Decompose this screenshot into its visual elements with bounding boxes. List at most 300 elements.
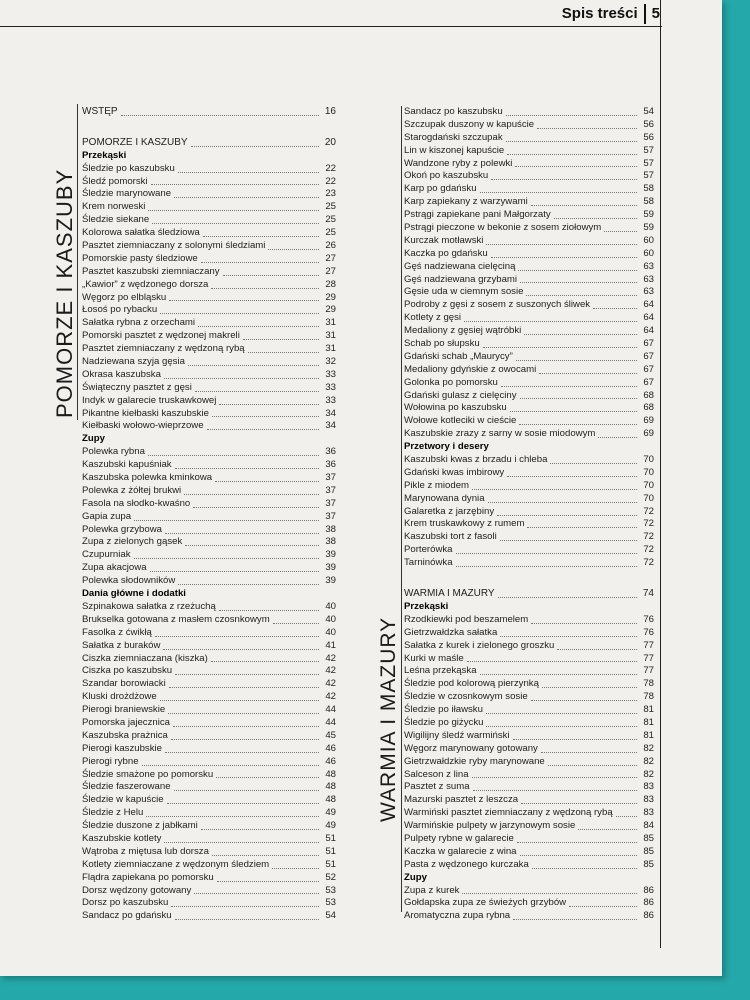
dot-leader xyxy=(520,282,637,283)
entry-title: WSTĘP xyxy=(82,105,118,117)
toc-subheading xyxy=(404,441,654,454)
entry-page-number: 58 xyxy=(643,183,654,195)
dot-leader xyxy=(134,558,319,559)
toc-entry xyxy=(82,356,336,369)
toc-entry xyxy=(404,222,654,235)
entry-title: Śledzie marynowane xyxy=(82,188,172,200)
entry-page-number: 25 xyxy=(325,227,336,239)
dot-leader xyxy=(542,687,637,688)
dot-leader xyxy=(134,520,319,521)
entry-title: Schab po słupsku xyxy=(404,338,480,350)
toc-subheading xyxy=(82,433,336,446)
dot-leader xyxy=(211,661,319,662)
dot-leader xyxy=(193,507,319,508)
entry-title: Polewka z żółtej brukwi xyxy=(82,484,182,496)
toc-entry xyxy=(82,420,336,433)
header-rule xyxy=(0,26,662,27)
entry-page-number: 29 xyxy=(325,304,336,316)
entry-title: Pstrągi pieczone w bekonie z sosem ziołowym xyxy=(404,222,602,233)
dot-leader xyxy=(164,842,319,843)
toc-entry xyxy=(82,266,336,279)
toc-entry xyxy=(404,158,654,171)
entry-page-number: 76 xyxy=(643,613,654,625)
entry-title: Śledzie faszerowane xyxy=(82,781,171,793)
dot-leader xyxy=(515,166,637,167)
dot-leader xyxy=(152,223,319,224)
toc-entry xyxy=(82,756,336,769)
entry-page-number: 69 xyxy=(643,428,654,440)
toc-entry xyxy=(82,833,336,846)
dot-leader xyxy=(541,752,637,753)
entry-title: Kolorowa sałatka śledziowa xyxy=(82,227,200,239)
entry-page-number: 70 xyxy=(643,454,654,466)
entry-title: Krem norweski xyxy=(82,201,146,213)
toc-entry xyxy=(404,820,654,833)
entry-title: Kluski drożdżowe xyxy=(82,691,157,703)
dot-leader xyxy=(488,502,637,503)
dot-leader xyxy=(217,881,319,882)
entry-page-number: 31 xyxy=(325,317,336,329)
entry-page-number: 40 xyxy=(325,613,336,625)
entry-page-number: 39 xyxy=(325,549,336,561)
entry-page-number: 67 xyxy=(643,376,654,388)
entry-page-number: 57 xyxy=(643,170,654,182)
toc-entry xyxy=(404,415,654,428)
dot-leader xyxy=(532,868,637,869)
entry-title: Kaczka w galarecie z wina xyxy=(404,845,517,857)
subheading-title: Zupy xyxy=(82,433,105,445)
toc-entry xyxy=(404,493,654,506)
entry-page-number: 39 xyxy=(325,575,336,587)
entry-title: Pomorska jajecznica xyxy=(82,716,170,728)
toc-entry xyxy=(404,286,654,299)
toc-entry xyxy=(404,544,654,557)
entry-title: Śledzie pod kolorową pierzynką xyxy=(404,678,539,690)
toc-entry xyxy=(82,176,336,189)
entry-page-number: 70 xyxy=(643,466,654,478)
dot-leader xyxy=(211,288,319,289)
entry-title: Starogdański szczupak xyxy=(404,131,503,143)
entry-title: Śledź pomorski xyxy=(82,175,148,187)
entry-title: Kaszubskie zrazy z sarny w sosie miodowym xyxy=(404,428,596,440)
dot-leader xyxy=(175,468,319,469)
toc-entry xyxy=(82,846,336,859)
entry-page-number: 64 xyxy=(643,325,654,337)
entry-title: Pikle z miodem xyxy=(404,479,470,491)
entry-page-number: 25 xyxy=(325,214,336,226)
entry-page-number: 60 xyxy=(643,234,654,246)
entry-title: Galaretka z jarzębiny xyxy=(404,505,495,517)
entry-page-number: 37 xyxy=(325,472,336,484)
vertical-title-left: POMORZE I KASZUBY xyxy=(52,168,77,418)
entry-title: Gdański gulasz z cielęciny xyxy=(404,389,517,401)
entry-title: Nadziewana szyja gęsia xyxy=(82,356,185,368)
entry-title: Gęsie uda w ciemnym sosie xyxy=(404,286,524,298)
entry-title: Szczupak duszony w kapuście xyxy=(404,118,535,130)
entry-page-number: 72 xyxy=(643,518,654,530)
dot-leader xyxy=(175,919,319,920)
entry-page-number: 81 xyxy=(643,729,654,741)
entry-page-number: 54 xyxy=(325,910,336,922)
dot-leader xyxy=(146,816,319,817)
entry-page-number: 58 xyxy=(643,196,654,208)
entry-page-number: 46 xyxy=(325,755,336,767)
entry-page-number: 46 xyxy=(325,742,336,754)
entry-title: Gołdapska zupa ze świeżych grzybów xyxy=(404,897,567,909)
dot-leader xyxy=(165,752,319,753)
dot-leader xyxy=(191,146,319,147)
toc-entry xyxy=(404,781,654,794)
entry-page-number: 23 xyxy=(325,188,336,200)
entry-title: Wątroba z miętusa lub dorsza xyxy=(82,845,209,857)
dot-leader xyxy=(201,829,319,830)
toc-entry xyxy=(404,910,654,923)
dot-leader xyxy=(480,192,637,193)
toc-entry xyxy=(404,325,654,338)
entry-title: Pasztet ziemniaczany z wędzoną rybą xyxy=(82,343,245,355)
toc-subheading xyxy=(404,601,654,614)
entry-title: Pierogi rybne xyxy=(82,755,139,767)
dot-leader xyxy=(521,803,637,804)
toc-entry xyxy=(82,279,336,292)
entry-page-number: 16 xyxy=(324,105,336,117)
toc-entry xyxy=(82,201,336,214)
dot-leader xyxy=(165,533,319,534)
entry-page-number: 51 xyxy=(325,858,336,870)
entry-title: Śledzie siekane xyxy=(82,214,150,226)
entry-title: Ciszka po kaszubsku xyxy=(82,665,173,677)
toc-entry xyxy=(82,240,336,253)
dot-leader xyxy=(518,270,637,271)
entry-title: „Kawior” z wędzonego dorsza xyxy=(82,278,209,290)
dot-leader xyxy=(517,842,637,843)
toc-entry xyxy=(82,910,336,923)
entry-title: Kiełbaski wołowo-wieprzowe xyxy=(82,420,204,432)
entry-title: Pierogi braniewskie xyxy=(82,704,166,716)
toc-entry xyxy=(404,531,654,544)
dot-leader xyxy=(198,326,319,327)
entry-title: Dorsz wędzony gotowany xyxy=(82,884,192,896)
entry-page-number: 42 xyxy=(325,665,336,677)
entry-page-number: 83 xyxy=(643,781,654,793)
dot-leader xyxy=(507,476,637,477)
toc-entry xyxy=(404,364,654,377)
toc-entry xyxy=(404,769,654,782)
entry-title: Pomorskie pasty śledziowe xyxy=(82,252,198,264)
entry-title: Sandacz po gdańsku xyxy=(82,910,172,922)
entry-page-number: 63 xyxy=(643,286,654,298)
entry-page-number: 49 xyxy=(325,820,336,832)
entry-page-number: 27 xyxy=(325,252,336,264)
entry-title: Karp zapiekany z warzywami xyxy=(404,196,528,208)
dot-leader xyxy=(491,257,637,258)
page-header xyxy=(0,0,660,27)
dot-leader xyxy=(148,455,319,456)
dot-leader xyxy=(480,674,637,675)
entry-page-number: 36 xyxy=(325,446,336,458)
dot-leader xyxy=(464,321,637,322)
entry-title: Rzodkiewki pod beszamelem xyxy=(404,613,529,625)
entry-title: POMORZE I KASZUBY xyxy=(82,136,188,148)
dot-leader xyxy=(212,855,319,856)
toc-entry xyxy=(404,846,654,859)
toc-entry xyxy=(404,653,654,666)
entry-page-number: 29 xyxy=(325,291,336,303)
toc-entry xyxy=(82,872,336,885)
dot-leader xyxy=(501,386,637,387)
dot-leader xyxy=(531,205,637,206)
entry-page-number: 72 xyxy=(643,544,654,556)
entry-page-number: 84 xyxy=(643,820,654,832)
entry-page-number: 68 xyxy=(643,389,654,401)
dot-leader xyxy=(604,231,637,232)
toc-entry xyxy=(404,248,654,261)
dot-leader xyxy=(184,494,319,495)
toc-entry xyxy=(82,498,336,511)
entry-page-number: 82 xyxy=(643,742,654,754)
toc-entry xyxy=(82,537,336,550)
entry-title: Śledzie po giżycku xyxy=(404,716,484,728)
entry-title: Polewka rybna xyxy=(82,446,145,458)
entry-page-number: 59 xyxy=(643,209,654,221)
dot-leader xyxy=(473,790,637,791)
dot-leader xyxy=(160,313,319,314)
entry-page-number: 72 xyxy=(643,505,654,517)
dot-leader xyxy=(500,636,637,637)
entry-title: Sałatka rybna z orzechami xyxy=(82,317,196,329)
entry-page-number: 48 xyxy=(325,781,336,793)
dot-leader xyxy=(173,726,319,727)
entry-title: Kaszubski kapuśniak xyxy=(82,459,172,471)
dot-leader xyxy=(151,184,319,185)
toc-entry xyxy=(404,274,654,287)
dot-leader xyxy=(121,115,319,116)
dot-leader xyxy=(456,553,637,554)
subheading-title: Przekąski xyxy=(404,600,449,612)
entry-page-number: 82 xyxy=(643,768,654,780)
dot-leader xyxy=(578,829,637,830)
toc-entry xyxy=(82,369,336,382)
dot-leader xyxy=(273,623,319,624)
entry-title: Gęś nadziewana cielęciną xyxy=(404,260,516,272)
toc-entry xyxy=(404,132,654,145)
toc-entry xyxy=(404,106,654,119)
toc-entry xyxy=(404,897,654,910)
entry-page-number: 85 xyxy=(643,858,654,870)
entry-page-number: 31 xyxy=(325,330,336,342)
left-divider xyxy=(77,104,78,420)
entry-title: Kaszubska polewka kminkowa xyxy=(82,472,213,484)
toc-entry xyxy=(82,163,336,176)
entry-title: Pasztet z suma xyxy=(404,781,470,793)
entry-title: Polewka słodowników xyxy=(82,575,176,587)
entry-title: Sałatka z kurek i zielonego groszku xyxy=(404,639,555,651)
entry-title: Pulpety rybne w galarecie xyxy=(404,832,514,844)
dot-leader xyxy=(150,571,319,572)
toc-entry xyxy=(82,601,336,614)
entry-page-number: 67 xyxy=(643,350,654,362)
toc-entry xyxy=(82,472,336,485)
entry-page-number: 83 xyxy=(643,807,654,819)
toc-entry xyxy=(82,485,336,498)
toc-entry xyxy=(82,459,336,472)
entry-page-number: 22 xyxy=(325,162,336,174)
entry-title: Gęś nadziewana grzybami xyxy=(404,273,518,285)
dot-leader xyxy=(527,527,637,528)
entry-page-number: 85 xyxy=(643,832,654,844)
toc-entry xyxy=(82,408,336,421)
dot-leader xyxy=(168,713,319,714)
entry-page-number: 34 xyxy=(325,407,336,419)
subheading-title: Zupy xyxy=(404,871,427,883)
toc-entry xyxy=(82,781,336,794)
toc-left-column xyxy=(82,106,336,923)
toc-entry xyxy=(404,519,654,532)
entry-title: Szandar borowiacki xyxy=(82,678,166,690)
entry-title: Warmińskie pulpety w jarzynowym sosie xyxy=(404,820,576,832)
toc-entry xyxy=(82,317,336,330)
toc-entry xyxy=(82,382,336,395)
entry-title: Mazurski pasztet z leszcza xyxy=(404,794,519,806)
dot-leader xyxy=(593,308,637,309)
entry-title: Warmiński pasztet ziemniaczany z wędzoną rybą xyxy=(404,807,613,819)
dot-leader xyxy=(550,463,637,464)
toc-entry xyxy=(404,756,654,769)
entry-page-number: 77 xyxy=(643,652,654,664)
entry-page-number: 28 xyxy=(325,278,336,290)
entry-page-number: 76 xyxy=(643,626,654,638)
entry-title: Łosoś po rybacku xyxy=(82,304,158,316)
dot-leader xyxy=(524,334,637,335)
toc-entry xyxy=(404,377,654,390)
toc-entry xyxy=(82,304,336,317)
entry-title: Krem truskawkowy z rumem xyxy=(404,518,525,530)
entry-page-number: 25 xyxy=(325,201,336,213)
entry-page-number: 36 xyxy=(325,459,336,471)
dot-leader xyxy=(148,210,319,211)
entry-page-number: 81 xyxy=(643,704,654,716)
dot-leader xyxy=(520,398,637,399)
entry-title: Tarninówka xyxy=(404,557,453,569)
dot-leader xyxy=(272,868,319,869)
dot-leader xyxy=(164,378,319,379)
entry-page-number: 26 xyxy=(325,240,336,251)
header-page-number: 5 xyxy=(651,5,660,22)
entry-title: Karp po gdańsku xyxy=(404,183,477,195)
entry-title: Pstrągi zapiekane pani Małgorzaty xyxy=(404,209,551,221)
entry-page-number: 56 xyxy=(643,118,654,130)
entry-page-number: 37 xyxy=(325,510,336,522)
entry-title: Brukselka gotowana z masłem czosnkowym xyxy=(82,613,270,625)
dot-leader xyxy=(506,115,637,116)
dot-leader xyxy=(513,919,637,920)
dot-leader xyxy=(497,515,637,516)
entry-page-number: 22 xyxy=(325,175,336,187)
subheading-title: Dania główne i dodatki xyxy=(82,588,186,600)
entry-title: Lin w kiszonej kapuście xyxy=(404,144,505,156)
dot-leader xyxy=(223,275,319,276)
toc-subheading xyxy=(82,150,336,163)
entry-title: Kaszubski tort z fasoli xyxy=(404,531,497,543)
entry-page-number: 54 xyxy=(643,105,654,117)
dot-leader xyxy=(456,566,637,567)
entry-title: Sałatka z buraków xyxy=(82,639,161,651)
entry-title: Polewka grzybowa xyxy=(82,523,162,535)
entry-title: Aromatyczna zupa rybna xyxy=(404,910,511,922)
toc-entry xyxy=(82,511,336,524)
dot-leader xyxy=(219,404,319,405)
dot-leader xyxy=(513,739,637,740)
entry-page-number: 37 xyxy=(325,484,336,496)
entry-page-number: 70 xyxy=(643,479,654,491)
dot-leader xyxy=(160,700,319,701)
dot-leader xyxy=(174,790,319,791)
dot-leader xyxy=(472,489,637,490)
entry-page-number: 44 xyxy=(325,704,336,716)
entry-page-number: 86 xyxy=(643,910,654,922)
entry-page-number: 33 xyxy=(325,381,336,393)
entry-title: Pikantne kiełbaski kaszubskie xyxy=(82,407,209,419)
entry-page-number: 51 xyxy=(325,845,336,857)
toc-entry xyxy=(404,614,654,627)
entry-page-number: 33 xyxy=(325,394,336,406)
dot-leader xyxy=(616,816,637,817)
toc-entry xyxy=(404,807,654,820)
toc-entry xyxy=(82,575,336,588)
right-divider xyxy=(401,106,402,912)
toc-section xyxy=(82,137,336,150)
toc-entry xyxy=(404,640,654,653)
subheading-title: Przekąski xyxy=(82,149,127,161)
entry-title: Kotlety z gęsi xyxy=(404,312,462,324)
entry-page-number: 86 xyxy=(643,884,654,896)
entry-page-number: 77 xyxy=(643,665,654,677)
entry-title: Gdański kwas imbirowy xyxy=(404,466,505,478)
entry-page-number: 32 xyxy=(325,356,336,368)
entry-title: Węgorz po elbląsku xyxy=(82,291,167,303)
entry-page-number: 42 xyxy=(325,678,336,690)
entry-page-number: 40 xyxy=(325,600,336,612)
entry-title: Wołowe kotleciki w cieście xyxy=(404,415,517,427)
toc-entry xyxy=(82,330,336,343)
dot-leader xyxy=(203,236,319,237)
entry-title: Śledzie smażone po pomorsku xyxy=(82,768,214,780)
dot-leader xyxy=(486,713,637,714)
dot-leader xyxy=(519,424,637,425)
dot-leader xyxy=(548,765,637,766)
dot-leader xyxy=(216,777,319,778)
toc-subheading xyxy=(404,872,654,885)
dot-leader xyxy=(194,893,319,894)
toc-entry xyxy=(82,395,336,408)
header-title: Spis treści xyxy=(561,5,638,22)
entry-page-number: 69 xyxy=(643,415,654,427)
entry-page-number: 38 xyxy=(325,523,336,535)
entry-page-number: 51 xyxy=(325,832,336,844)
entry-page-number: 42 xyxy=(325,652,336,664)
entry-page-number: 67 xyxy=(643,338,654,350)
dot-leader xyxy=(462,893,637,894)
dot-leader xyxy=(169,687,319,688)
entry-page-number: 57 xyxy=(643,157,654,169)
toc-entry xyxy=(404,312,654,325)
entry-page-number: 83 xyxy=(643,794,654,806)
entry-title: Okoń po kaszubsku xyxy=(404,170,489,182)
toc-entry xyxy=(82,665,336,678)
entry-title: Sandacz po kaszubsku xyxy=(404,105,503,117)
entry-title: Wigilijny śledź warmiński xyxy=(404,729,510,741)
dot-leader xyxy=(201,262,319,263)
